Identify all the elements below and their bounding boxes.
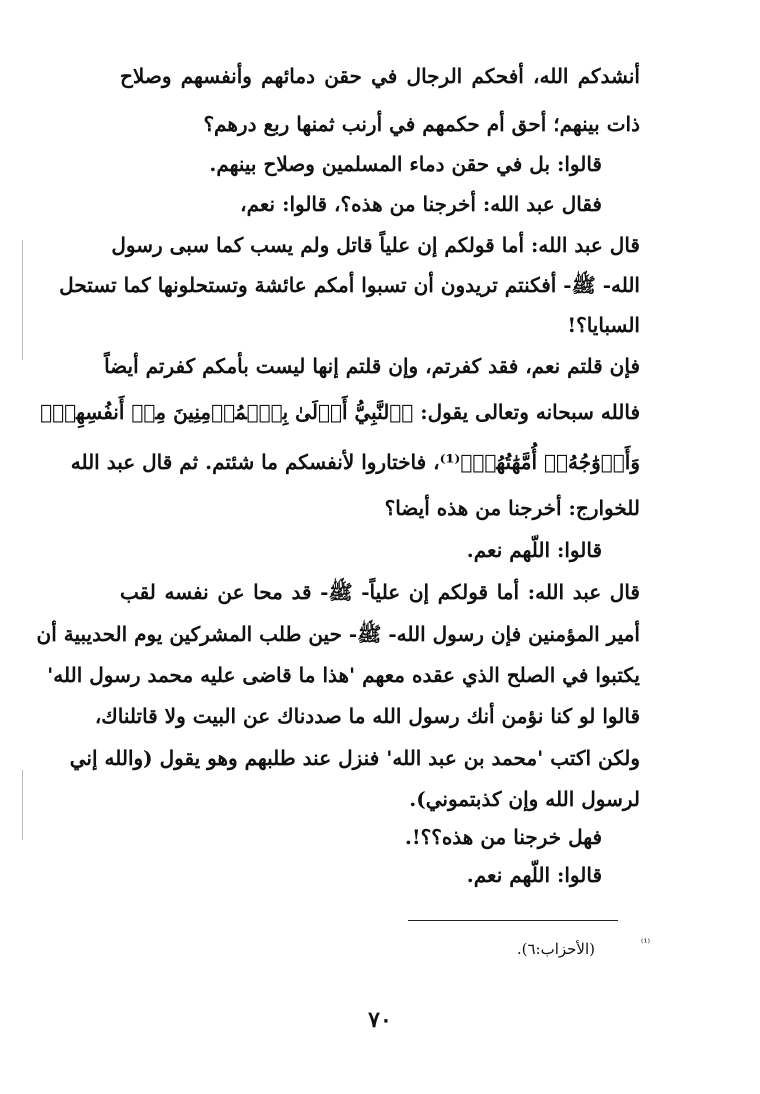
text-line: الله- ﷺ- أفكنتم تريدون أن تسبوا أمكم عائشة وتستحلونها كما تستحل [59, 273, 640, 297]
text-line: فقال عبد الله: أخرجنا من هذه؟، قالوا: نعم، [240, 192, 602, 216]
text-line: ذات بينهم؛ أحق أم حكمهم في أرنب ثمنها ربع درهم؟ [203, 112, 640, 136]
text-line: فإن قلتم نعم، فقد كفرتم، وإن قلتم إنها ليست بأمكم كفرتم أيضاً [104, 354, 640, 378]
text-line: ولكن اكتب 'محمد بن عبد الله' فنزل عند طلبهم وهو يقول (والله إني [69, 746, 640, 770]
text-line: يكتبوا في الصلح الذي عقده معهم 'هذا ما قاضى عليه محمد رسول الله' [47, 663, 640, 687]
footnote-marker: ⁽¹⁾ [641, 938, 650, 949]
text-line: قالوا: اللّهم نعم. [466, 538, 602, 562]
quran-verse-line: فالله سبحانه وتعالى يقول: ﴿ٱلنَّبِيُّ أَوۡلَىٰ بِٱلۡمُؤۡمِنِينَ مِنۡ أَنفُسِهِمۡۖ [40, 400, 640, 424]
page-edge-shadow [22, 770, 23, 840]
footnote-text: (الأحزاب:٦). [516, 940, 595, 958]
text-line: قال عبد الله: أما قولكم إن علياً- ﷺ- قد محا عن نفسه لقب [120, 580, 640, 604]
text-line: قالوا: اللّهم نعم. [466, 863, 602, 887]
footnote-separator [408, 920, 618, 921]
text-line: للخوارج: أخرجنا من هذه أيضا؟ [384, 496, 640, 520]
text-line: لرسول الله وإن كذبتموني). [409, 787, 640, 811]
page-edge-shadow [22, 240, 23, 360]
quran-verse-line: وَأَزۡوَٰجُهُۥٓ أُمَّهَٰتُهُمۡ﴾⁽¹⁾، فاختاروا لأنفسكم ما شئتم. ثم قال عبد الله [70, 450, 640, 474]
text-line: أنشدكم الله، أفحكم الرجال في حقن دمائهم وأنفسهم وصلاح [120, 64, 640, 88]
text-line: قالوا: بل في حقن دماء المسلمين وصلاح بينهم. [209, 152, 602, 176]
page-number: ٧٠ [368, 1007, 392, 1033]
text-line: قال عبد الله: أما قولكم إن علياً قاتل ولم يسب كما سبى رسول [111, 233, 640, 257]
text-line: قالوا لو كنا نؤمن أنك رسول الله ما صددناك عن البيت ولا قاتلناك، [94, 704, 640, 728]
text-line: فهل خرجنا من هذه؟؟!. [404, 825, 602, 849]
text-line: السبايا؟! [567, 313, 640, 337]
text-line: أمير المؤمنين فإن رسول الله- ﷺ- حين طلب المشركين يوم الحديبية أن [36, 622, 640, 646]
